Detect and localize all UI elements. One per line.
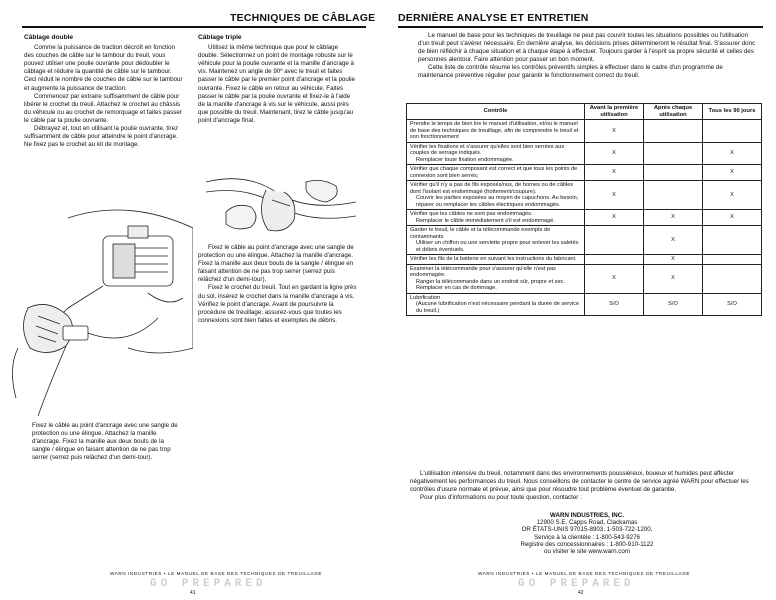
paragraph: Le manuel de base pour les techniques de treuillage ne peut pas couvrir toutes les situations possibles ou l'utilisation d'un treuil peut s'avérer nécessaire. En dernière analyse, les décisions prises détermineront le résultat final. S'assurer donc de bien réfléchir à chaque situation et à chaque étape à effectuer. Toujours garder à l'esprit sa propre sécurité et celles des personnes alentour. Faire attention pour passer un bon moment.	[418, 32, 756, 64]
schedule-cell: X	[644, 226, 703, 255]
check-text: Prendre le temps de bien lire le manuel d'utilisation, et/ou le manuel de base des techniques de treuillage, afin de comprendre le treuil et son fonctionnement	[410, 121, 579, 140]
table-row	[407, 226, 762, 255]
footer-text: WARN INDUSTRIES • LE MANUEL DE BASE DES TECHNIQUES DE TREUILLAGE	[110, 571, 323, 576]
caption-text: Fixez le câble au point d'ancrage avec une sangle de protection ou une élingue. Attachez la manille d'ancrage. Fixez la manille aux deux bouts de la sangle / élingue en faisant attention de ne pas trop serrer (serrez puis relâchez d'un demi-tour).	[32, 422, 178, 462]
schedule-cell: X	[585, 181, 644, 210]
column-header: Tous les 90 jours	[703, 104, 762, 120]
check-cell	[407, 210, 585, 226]
table-row	[407, 210, 762, 226]
paragraph: Fixez le crochet du treuil. Tout en gardant la ligne près du sol, insérez le crochet dans la manille d'ancrage à vis. Vérifiez le point d'ancrage. Avant de poursuivre la procédure de treuillage, assurez-vous que toutes les connexions sont bien faites et exemptes de débris.	[198, 284, 357, 324]
schedule-cell: X	[703, 181, 762, 210]
winch-hand-illustration	[8, 198, 193, 416]
phone-line: Registre des concessionnaires : 1-800-910-1122	[520, 540, 654, 548]
check-text: Examiner la télécommande pour s'assurer qu'elle n'est pas endommagée.	[410, 265, 556, 278]
schedule-cell	[644, 142, 703, 165]
section-title: Câblage double	[24, 34, 74, 41]
check-cell	[407, 142, 585, 165]
page-number: 42	[578, 590, 584, 596]
check-note: (Aucune lubrification n'est nécessaire pendant la durée de service du treuil.)	[416, 301, 580, 314]
page-title: DERNIÈRE ANALYSE ET ENTRETIEN	[398, 12, 589, 24]
header-rule	[22, 26, 366, 28]
double-rigging-section	[24, 34, 184, 149]
check-cell	[407, 264, 585, 293]
table-row	[407, 181, 762, 210]
address-line: OR ÉTATS-UNIS 97015-8903, 1-503-722-1200,	[521, 526, 653, 534]
table-row	[407, 293, 762, 316]
triple-rigging-continued	[198, 244, 358, 325]
check-note: Remplacer le câble immédiatement s'il est endommagé.	[416, 217, 555, 224]
schedule-cell	[644, 181, 703, 210]
table-row	[407, 255, 762, 265]
check-text: Vérifier les fils de la batterie en suivant les instructions du fabricant.	[410, 256, 577, 262]
phone-line: Service à la clientèle : 1-800-543-9276	[534, 533, 640, 541]
check-text: Vérifier que les câbles ne sont pas endommagés.	[410, 211, 533, 217]
brand-watermark: GO PREPARED	[518, 578, 635, 590]
schedule-cell: X	[644, 210, 703, 226]
check-text: Lubrification	[410, 294, 441, 301]
paragraph: Débrayez et, tout en utilisant la poulie ouvrante, tirez suffisamment de câble pour atteindre le point d'ancrage. Ne fixez pas le crochet au kit de montage.	[24, 125, 179, 149]
company-name: WARN INDUSTRIES, INC.	[550, 512, 624, 519]
schedule-cell: X	[644, 255, 703, 265]
schedule-cell: X	[703, 165, 762, 181]
schedule-cell	[585, 226, 644, 255]
page-number: 41	[190, 590, 196, 596]
table-row	[407, 264, 762, 293]
check-text: Vérifier les fixations et s'assurer qu'elles sont bien serrées aux couples de serrage indiqués.	[410, 143, 565, 156]
schedule-cell	[644, 120, 703, 143]
check-cell	[407, 293, 585, 316]
check-cell	[407, 120, 585, 143]
schedule-cell	[703, 255, 762, 265]
schedule-cell: X	[585, 165, 644, 181]
section-title: Câblage triple	[198, 34, 242, 41]
paragraph: Pour plus d'informations ou pour toute question, contacter :	[420, 494, 582, 502]
check-cell	[407, 181, 585, 210]
header-rule	[398, 26, 763, 28]
check-cell	[407, 165, 585, 181]
table-row	[407, 165, 762, 181]
schedule-cell: X	[703, 142, 762, 165]
column-header: Contrôle	[407, 104, 585, 120]
paragraph: Utilisez la même technique que pour le câblage double. Sélectionnez un point de montage robuste sur le véhicule pour la poulie ouvrante et la manille d'ancrage à vis. Maintenez un angle de 90º avec le treuil et faites passer le câble par le premier point d'ancrage et la poulie ouvrante. Fixez le câble en retour au véhicule. Faites passer le câble par la poulie ouvrante et fixez-le à l'aide de la manille d'ancrage à vis sur le véhicule, aussi près que possible du treuil. Maintenant, tirez le câble jusqu'au point d'ancrage final.	[198, 44, 355, 124]
address-line: 12900 S.E. Capps Road, Clackamas	[536, 519, 638, 527]
schedule-cell	[585, 255, 644, 265]
paragraph: Comme la puissance de traction décroît en fonction des couches de câble sur le tambour du treuil, vous pouvez utiliser une poulie ouvrante pour dédoubler le câblage et réduire la quantité de câble sur le tambour. Ceci réduit le nombre de couches de câble sur le tambour et augmente la puissance de traction.	[24, 44, 183, 92]
paragraph: Cette liste de contrôle résume les contrôles préventifs simples à effectuer dans le cadre d'un programme de maintenance préventive régulier pour garantir le fonctionnement correct du treuil.	[418, 64, 723, 80]
schedule-cell: X	[703, 210, 762, 226]
schedule-cell: S/O	[585, 293, 644, 316]
contact-block	[512, 512, 662, 555]
check-note: Remplacer toute fixation endommagée.	[416, 156, 514, 163]
column-header: Avant la première utilisation	[585, 104, 644, 120]
paragraph: Fixez le câble au point d'ancrage avec une sangle de protection ou une élingue. Attachez la manille d'ancrage. Fixez la manille aux deux bouts de la sangle / élingue en faisant attention de ne pas trop serrer (serrez puis relâchez d'un demi-tour).	[198, 244, 354, 284]
schedule-cell: X	[585, 264, 644, 293]
schedule-cell: S/O	[644, 293, 703, 316]
check-cell	[407, 226, 585, 255]
check-note: Couvrir les parties exposées au moyen de capuchons. Au besoin, réparer ou remplacer les câbles électriques endommagés.	[416, 195, 579, 208]
check-text: Garder le treuil, le câble et la télécommande exempts de contaminants.	[410, 227, 551, 240]
schedule-cell: X	[644, 264, 703, 293]
column-header: Après chaque utilisation	[644, 104, 703, 120]
illustration-caption	[32, 422, 182, 462]
intro-section	[418, 32, 758, 81]
check-text: Vérifier que chaque composant est correct et que tous les points de connexion sont bien serrés;	[410, 166, 578, 179]
table-row	[407, 120, 762, 143]
schedule-cell: S/O	[703, 293, 762, 316]
maintenance-table	[406, 103, 762, 316]
triple-rigging-section	[198, 34, 358, 125]
brand-watermark: GO PREPARED	[150, 578, 267, 590]
check-note: Utiliser un chiffon ou une serviette propre pour enlever les saletés et débris éventuels.	[416, 240, 579, 253]
table-header-row	[407, 104, 762, 120]
schedule-cell	[703, 120, 762, 143]
closing-section	[410, 470, 764, 502]
table-row	[407, 142, 762, 165]
check-cell	[407, 255, 585, 265]
page-title: TECHNIQUES DE CÂBLAGE	[230, 12, 376, 24]
schedule-cell: X	[585, 120, 644, 143]
schedule-cell	[644, 165, 703, 181]
check-text: Vérifier qu'il n'y a pas de fils exposés/nus, de bornes ou de câbles dont l'isolant est endommagé (frottement/coupure).	[410, 182, 574, 195]
footer-text: WARN INDUSTRIES • LE MANUEL DE BASE DES TECHNIQUES DE TREUILLAGE	[478, 571, 691, 576]
website-line: ou visiter le site www.warn.com	[544, 548, 630, 556]
shackle-strap-illustration	[206, 172, 356, 236]
schedule-cell	[703, 226, 762, 255]
paragraph: L'utilisation intensive du treuil, notamment dans des environnements poussiéreux, boueux et humides peut affecter négativement les performances du treuil. Nous conseillons de contacter le centre de service agréé WARN pour effectuer les contrôles d'usure normale et prévue, ainsi que pour résoudre tout problème éventuel de garantie.	[410, 470, 749, 494]
check-note: Ranger la télécommande dans un endroit sûr, propre et sec. Remplacer en cas de dommage.	[416, 278, 565, 291]
page-42	[388, 0, 776, 600]
paragraph: Commencez par extraire suffisamment de câble pour libérer le crochet du treuil. Attachez le crochet au châssis du véhicule ou au crochet de remorquage et faites passer le câble par la poulie ouvrante.	[24, 92, 182, 124]
schedule-cell	[703, 264, 762, 293]
schedule-cell: X	[585, 142, 644, 165]
schedule-cell: X	[585, 210, 644, 226]
